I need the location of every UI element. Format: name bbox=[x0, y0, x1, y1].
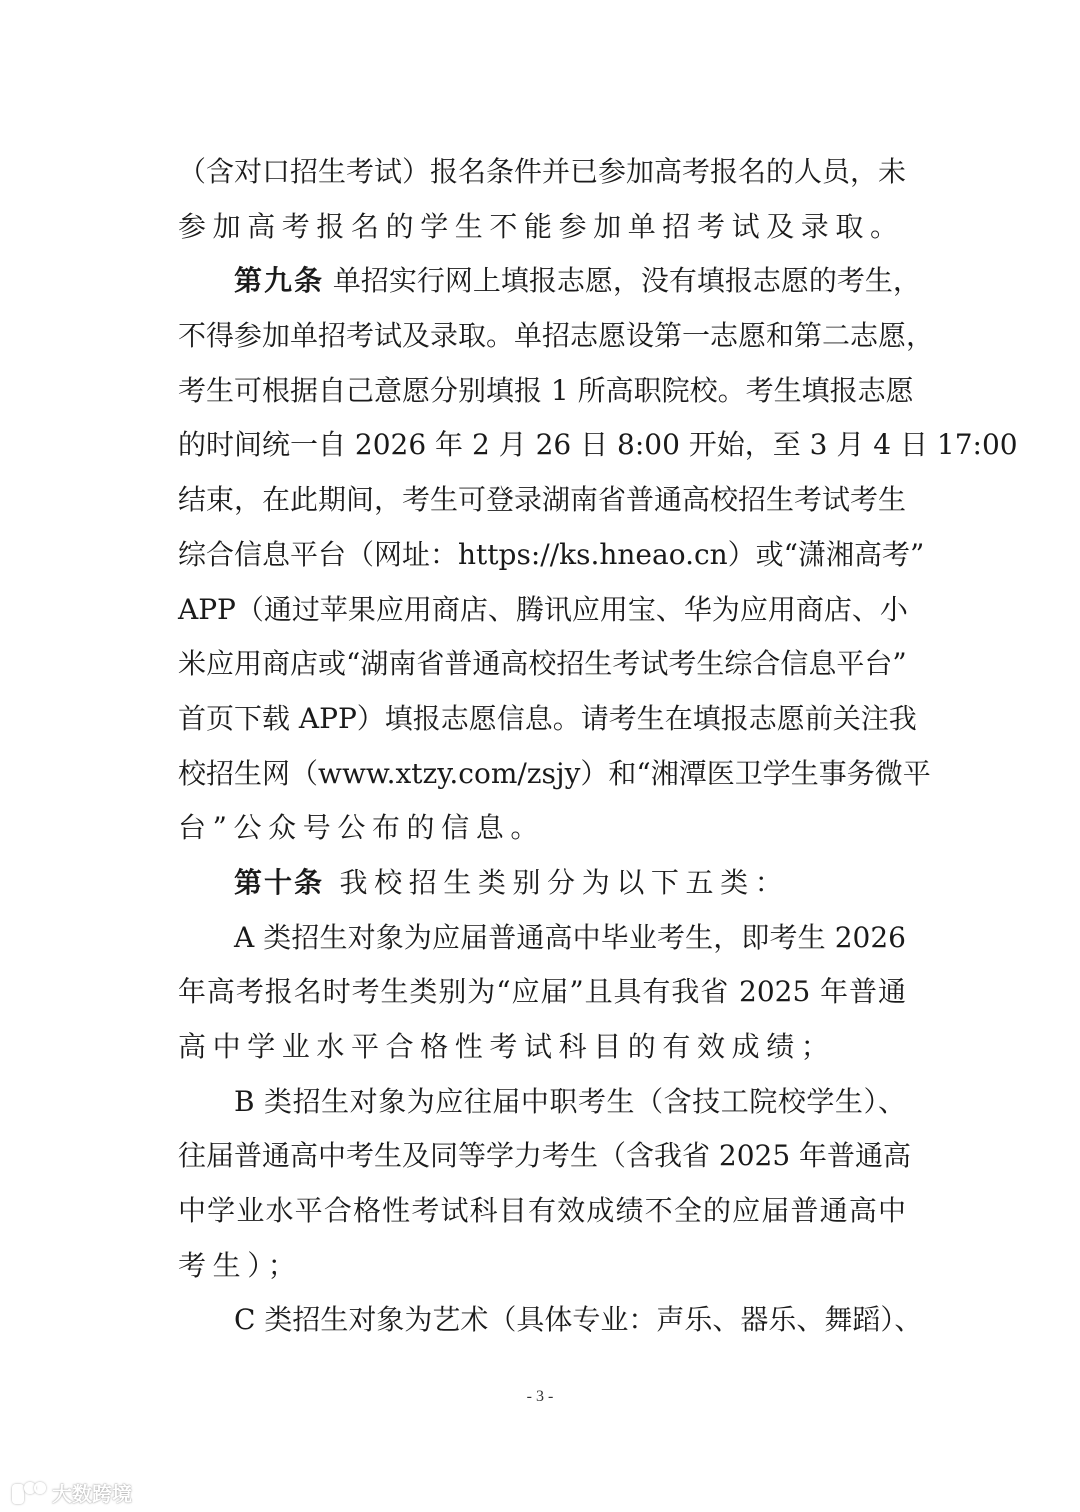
paragraph-line bbox=[178, 1075, 906, 1130]
line-text: 不得参加单招考试及录取。单招志愿设第一志愿和第二志愿， bbox=[178, 319, 935, 353]
line-text: 我校招生类别分为以下五类： bbox=[324, 865, 790, 899]
paragraph-line bbox=[178, 637, 906, 692]
article-heading: 第九条 bbox=[234, 264, 325, 298]
watermark-text: 大数跨境 bbox=[52, 1482, 132, 1506]
paragraph-line bbox=[178, 747, 931, 802]
paragraph-line bbox=[178, 1129, 912, 1184]
paragraph-line bbox=[178, 583, 906, 638]
line-text: 首页下载 APP）填报志愿信息。请考生在填报志愿前关注我 bbox=[178, 701, 917, 735]
paragraph-line bbox=[178, 145, 906, 200]
paragraph-line bbox=[178, 364, 914, 419]
watermark-logo-icon bbox=[12, 1482, 46, 1504]
paragraph-line bbox=[178, 692, 917, 747]
page-number: - 3 - bbox=[526, 1388, 554, 1405]
watermark bbox=[12, 1478, 132, 1507]
line-text: 高中学业水平合格性考试科目的有效成绩； bbox=[178, 1030, 836, 1063]
paragraph-line bbox=[178, 911, 906, 966]
paragraph-line bbox=[178, 309, 935, 364]
line-text: 台”公众号公布的信息。 bbox=[178, 811, 545, 845]
line-text: B 类招生对象为应往届中职考生（含技工院校学生）、 bbox=[234, 1084, 906, 1118]
document-body bbox=[178, 145, 1018, 1348]
line-text: 参加高考报名的学生不能参加单招考试及录取。 bbox=[178, 209, 905, 243]
paragraph-line bbox=[178, 1239, 906, 1294]
line-text: 年高考报名时考生类别为“应届”且具有我省 2025 年普通 bbox=[178, 975, 906, 1009]
line-text: 米应用商店或“湖南省普通高校招生考试考生综合信息平台” bbox=[178, 647, 907, 681]
line-text: A 类招生对象为应届普通高中毕业考生，即考生 2026 bbox=[234, 920, 906, 954]
paragraph-line bbox=[178, 200, 906, 255]
paragraph-line bbox=[178, 1184, 906, 1239]
paragraph-line bbox=[178, 965, 906, 1020]
paragraph-line bbox=[178, 473, 906, 528]
paragraph-line bbox=[178, 418, 1018, 473]
line-text: 中学业水平合格性考试科目有效成绩不全的应届普通高中 bbox=[178, 1194, 906, 1228]
paragraph-line bbox=[178, 254, 921, 309]
line-text: C 类招生对象为艺术（具体专业：声乐、器乐、舞蹈）、 bbox=[234, 1303, 923, 1337]
line-text: 往届普通高中考生及同等学力考生（含我省 2025 年普通高 bbox=[178, 1139, 912, 1173]
paragraph-line bbox=[178, 528, 925, 583]
paragraph-line bbox=[178, 856, 906, 911]
line-text: 综合信息平台（网址：https://ks.hneao.cn）或“潇湘高考” bbox=[178, 537, 925, 571]
line-text: 结束，在此期间，考生可登录湖南省普通高校招生考试考生 bbox=[178, 483, 907, 517]
line-text: APP（通过苹果应用商店、腾讯应用宝、华为应用商店、小 bbox=[178, 592, 908, 626]
line-text: 的时间统一自 2026 年 2 月 26 日 8:00 开始，至 3 月 4 日 17:00 bbox=[178, 428, 1018, 462]
line-text: 校招生网（www.xtzy.com/zsjy）和“湘潭医卫学生事务微平 bbox=[178, 756, 931, 790]
line-text: （含对口招生考试）报名条件并已参加高考报名的人员，未 bbox=[178, 155, 907, 188]
article-heading: 第十条 bbox=[234, 865, 325, 899]
paragraph-line bbox=[178, 1293, 923, 1348]
paragraph-line bbox=[178, 1020, 906, 1075]
line-text: 单招实行网上填报志愿，没有填报志愿的考生， bbox=[324, 264, 921, 298]
line-text: 考生可根据自己意愿分别填报 1 所高职院校。考生填报志愿 bbox=[178, 373, 914, 407]
line-text: 考生）； bbox=[178, 1248, 303, 1282]
paragraph-line bbox=[178, 801, 906, 856]
